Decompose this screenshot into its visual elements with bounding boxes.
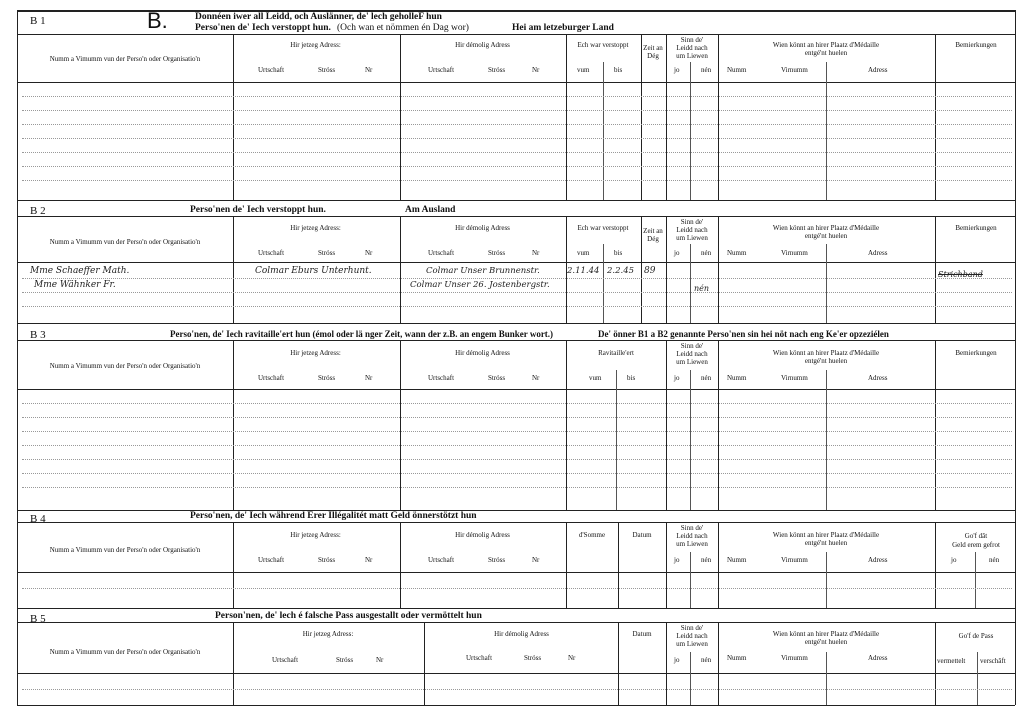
hidden-days: 89: [644, 266, 656, 276]
numm-label: Numm: [727, 556, 747, 564]
numm-label: Numm: [727, 66, 747, 74]
nen-label: nén: [989, 556, 1000, 564]
former-address-header: Hir démolig Adress: [455, 531, 510, 539]
medal-header-2: entgé'nt huelen: [804, 638, 848, 646]
sinn-header-1: Sinn de': [680, 524, 704, 532]
virnumm-label: Virnumm: [781, 556, 808, 564]
adress-label: Adress: [868, 249, 888, 257]
sinn-header-2: Leidd nach: [676, 226, 708, 234]
urtschaft-label: Urtschaft: [258, 66, 285, 74]
urtschaft-label: Urtschaft: [272, 656, 299, 664]
stross-label: Stróss: [318, 249, 336, 257]
current-address-header: Hir jetzeg Adress:: [290, 349, 341, 357]
sinn-header-1: Sinn de': [680, 342, 704, 350]
remarks-header: Bemierkungen: [955, 349, 997, 357]
virnumm-label: Virnumm: [781, 654, 808, 662]
hidden-from-date: 2.11.44: [567, 266, 600, 276]
date-header: Datum: [632, 630, 652, 638]
urtschaft-label: Urtschaft: [428, 556, 455, 564]
supplied-period-header: Ravitaille'ert: [598, 349, 634, 357]
date-header: Datum: [632, 531, 652, 539]
section-title-2: Am Ausland: [405, 205, 456, 215]
section-title: Perso'nen, de' Iech während Erer Illégalitét matt Geld önnerstötzt hun: [190, 511, 477, 521]
urtschaft-label: Urtschaft: [258, 374, 285, 382]
stross-label: Stróss: [488, 556, 506, 564]
current-address-entry: Colmar Eburs Unterhunt.: [255, 266, 372, 276]
former-address-entry-1: Colmar Unser Brunnenstr.: [426, 266, 540, 276]
bis-label: bis: [614, 66, 623, 74]
nr-label: Nr: [532, 374, 540, 382]
sinn-header-3: um Liewen: [676, 540, 708, 548]
section-label: B 3: [30, 329, 46, 341]
urtschaft-label: Urtschaft: [428, 249, 455, 257]
nr-label: Nr: [365, 374, 373, 382]
hidden-period-header: Ech war verstoppt: [577, 224, 629, 232]
sinn-header-3: um Liewen: [676, 640, 708, 648]
nr-label: Nr: [568, 654, 576, 662]
section-title: Person'nen, de' lech é falsche Pass ausgestallt oder vermöttelt hun: [215, 611, 482, 621]
urtschaft-label: Urtschaft: [258, 249, 285, 257]
remark-entry: Strichband: [938, 270, 983, 279]
urtschaft-label: Urtschaft: [428, 66, 455, 74]
hidden-period-header: Ech war verstoppt: [577, 41, 629, 49]
stross-label: Stróss: [318, 374, 336, 382]
stross-label: Stróss: [336, 656, 354, 664]
virnumm-label: Virnumm: [781, 374, 808, 382]
nr-label: Nr: [532, 249, 540, 257]
nen-label: nén: [701, 249, 712, 257]
medal-header-1: Wien könnt an hirer Plaatz d'Médaille: [772, 531, 880, 539]
nr-label: Nr: [532, 556, 540, 564]
sinn-header-1: Sinn de': [680, 624, 704, 632]
jo-label: jo: [674, 556, 680, 564]
virnumm-label: Virnumm: [781, 66, 808, 74]
sinn-header-1: Sinn de': [680, 218, 704, 226]
header-line-2-place: Hei am letzeburger Land: [512, 23, 614, 33]
section-title: Perso'nen de' Iech verstoppt hun.: [190, 205, 326, 215]
former-address-header: Hir démolig Adress: [455, 349, 510, 357]
vermettelt-label: vermettelt: [937, 657, 966, 665]
nr-label: Nr: [532, 66, 540, 74]
adress-label: Adress: [868, 556, 888, 564]
stross-label: Stróss: [318, 556, 336, 564]
current-address-header: Hir jetzeg Adress:: [302, 630, 354, 638]
hidden-person-name-2: Mme Wähnker Fr.: [34, 280, 116, 290]
form-letter: B.: [147, 8, 168, 33]
section-title-2: De' önner B1 a B2 genannte Perso'nen sin hei nöt nach eng Ke'er opzeziélen: [598, 329, 889, 339]
former-address-header: Hir démolig Adress: [455, 224, 510, 232]
header-line-2-note: (Och wan et nömmen én Dag wor): [337, 23, 469, 33]
money-returned-header-2: Geld erem gefrot: [952, 541, 1000, 549]
sinn-header-1: Sinn de': [680, 36, 704, 44]
nen-label: nén: [701, 66, 712, 74]
pass-header: Go'f de Pass: [958, 632, 994, 640]
former-address-header: Hir démolig Adress: [494, 630, 549, 638]
sinn-header-3: um Liewen: [676, 234, 708, 242]
medal-header-1: Wien könnt an hirer Plaatz d'Médaille: [772, 41, 880, 49]
urtschaft-label: Urtschaft: [428, 374, 455, 382]
sinn-header-2: Leidd nach: [676, 44, 708, 52]
hidden-to-date: 2.2.45: [607, 266, 635, 276]
name-column-header: Numm a Vimumm vun der Perso'n oder Organisatio'n: [49, 238, 201, 246]
header-line-1: Donnéen iwer all Leidd, och Auslänner, de' lech geholleF hun: [195, 12, 442, 22]
jo-label: jo: [674, 374, 680, 382]
sinn-header-2: Leidd nach: [676, 532, 708, 540]
jo-label: jo: [674, 66, 680, 74]
name-column-header: Numm a Vimumm vun der Perso'n oder Organisatio'n: [49, 362, 201, 370]
sinn-header-2: Leidd nach: [676, 350, 708, 358]
nen-label: nén: [701, 556, 712, 564]
vum-label: vum: [589, 374, 602, 382]
numm-label: Numm: [727, 374, 747, 382]
jo-label: jo: [951, 556, 957, 564]
stross-label: Stróss: [488, 374, 506, 382]
section-label: B 5: [30, 613, 46, 625]
alive-no-mark: nén: [694, 284, 710, 293]
medal-header-2: entgé'nt huelen: [804, 357, 848, 365]
name-column-header: Numm a Vimumm vun der Perso'n oder Organisatio'n: [49, 546, 201, 554]
virnumm-label: Virnumm: [781, 249, 808, 257]
verschaft-label: verschâft: [980, 657, 1006, 665]
bis-label: bis: [614, 249, 623, 257]
nr-label: Nr: [365, 556, 373, 564]
section-label: B 2: [30, 205, 46, 217]
sinn-header-3: um Liewen: [676, 358, 708, 366]
adress-label: Adress: [868, 66, 888, 74]
medal-header-2: entgé'nt huelen: [804, 49, 848, 57]
former-address-entry-2: Colmar Unser 26. Jostenbergstr.: [410, 280, 550, 290]
section-label: B 1: [30, 15, 46, 27]
header-line-2: Perso'nen de' Iech verstoppt hun.: [195, 23, 331, 33]
sinn-header-3: um Liewen: [676, 52, 708, 60]
jo-label: jo: [674, 656, 680, 664]
urtschaft-label: Urtschaft: [258, 556, 285, 564]
urtschaft-label: Urtschaft: [466, 654, 493, 662]
hidden-person-name-1: Mme Schaeffer Math.: [30, 266, 130, 276]
medal-header-1: Wien könnt an hirer Plaatz d'Médaille: [772, 224, 880, 232]
current-address-header: Hir jetzeg Adress:: [290, 224, 341, 232]
medal-header-2: entgé'nt huelen: [804, 232, 848, 240]
adress-label: Adress: [868, 374, 888, 382]
sinn-header-2: Leidd nach: [676, 632, 708, 640]
stross-label: Stróss: [488, 66, 506, 74]
section-title: Perso'nen, de' Iech ravitaille'ert hun (émol oder lä nger Zeit, wann der z.B. an engem Bunker wort.): [170, 329, 554, 339]
nr-label: Nr: [376, 656, 384, 664]
stross-label: Stróss: [524, 654, 542, 662]
vum-label: vum: [577, 249, 590, 257]
medal-header-1: Wien könnt an hirer Plaatz d'Médaille: [772, 630, 880, 638]
nen-label: nén: [701, 656, 712, 664]
nr-label: Nr: [365, 249, 373, 257]
jo-label: jo: [674, 249, 680, 257]
name-column-header: Numm a Vimumm vun der Perso'n oder Organisatio'n: [49, 648, 201, 656]
stross-label: Stróss: [488, 249, 506, 257]
zeit-header: Zeit an Dég: [643, 227, 663, 243]
current-address-header: Hir jetzeg Adress:: [290, 531, 341, 539]
numm-label: Numm: [727, 249, 747, 257]
section-label: B 4: [30, 513, 46, 525]
zeit-header: Zeit an Dég: [643, 44, 663, 60]
former-address-header: Hir démolig Adress: [455, 41, 510, 49]
adress-label: Adress: [868, 654, 888, 662]
remarks-header: Bemierkungen: [955, 41, 997, 49]
stross-label: Stróss: [318, 66, 336, 74]
remarks-header: Bemierkungen: [955, 224, 997, 232]
sum-header: d'Somme: [578, 531, 606, 539]
medal-header-1: Wien könnt an hirer Plaatz d'Médaille: [772, 349, 880, 357]
current-address-header: Hir jetzeg Adress:: [290, 41, 341, 49]
numm-label: Numm: [727, 654, 747, 662]
bis-label: bis: [627, 374, 636, 382]
medal-header-2: entgé'nt huelen: [804, 539, 848, 547]
name-column-header: Numm a Vimumm vun der Perso'n oder Organisatio'n: [49, 55, 201, 63]
vum-label: vum: [577, 66, 590, 74]
money-returned-header-1: Go'f dât: [964, 532, 988, 540]
nr-label: Nr: [365, 66, 373, 74]
nen-label: nén: [701, 374, 712, 382]
